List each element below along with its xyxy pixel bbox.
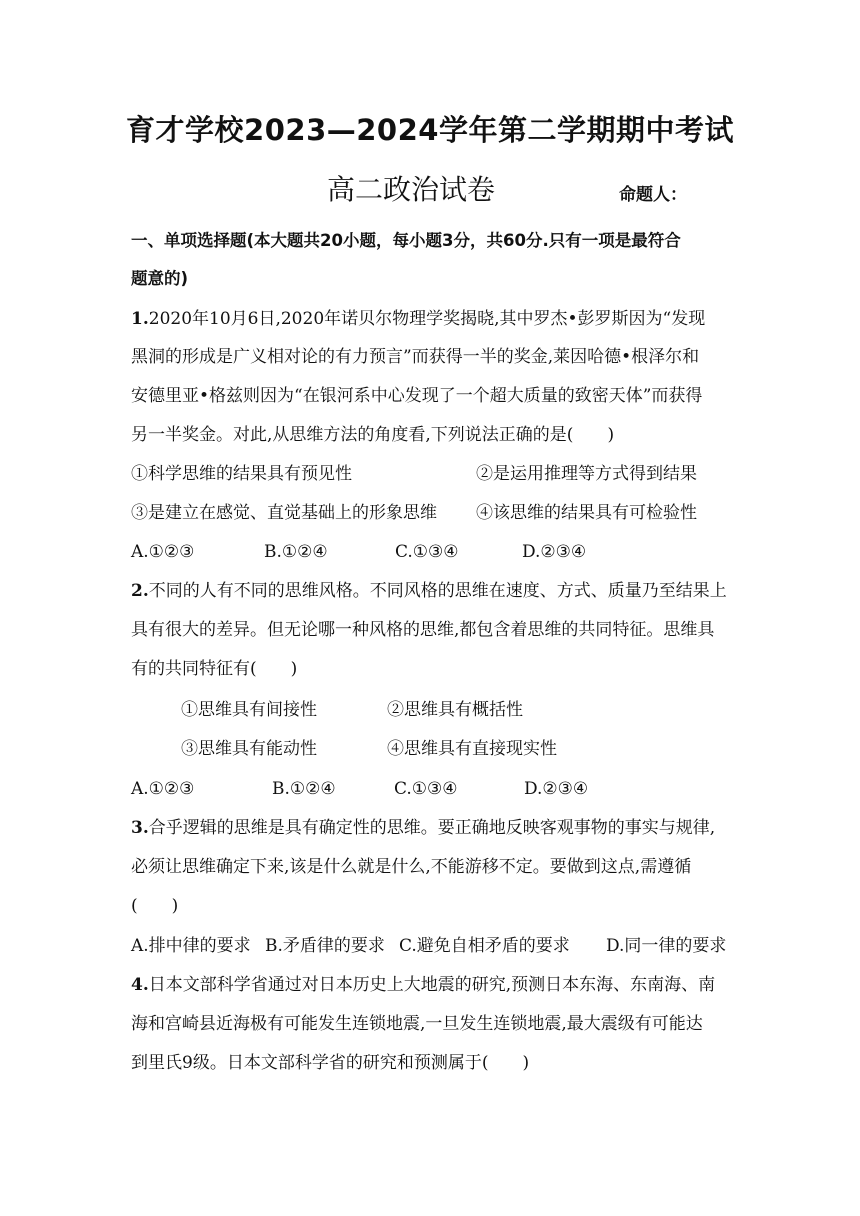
- question-1-option-b[interactable]: B.①②④: [264, 542, 328, 562]
- question-3-option-d[interactable]: D.同一律的要求: [606, 936, 727, 956]
- question-4-line-1: [131, 974, 731, 996]
- question-1-line-4: 另一半奖金。对此,从思维方法的角度看,下列说法正确的是( ): [131, 425, 615, 445]
- question-2-statement-2: ②思维具有概括性: [387, 700, 523, 720]
- question-4-text-1: 日本文部科学省通过对日本历史上大地震的研究,预测日本东海、东南海、南: [148, 975, 716, 995]
- question-1-option-d[interactable]: D.②③④: [522, 542, 587, 562]
- question-1-option-a[interactable]: A.①②③: [131, 542, 195, 562]
- question-2-number: 2.: [131, 581, 149, 601]
- question-1-line-3: 安德里亚•格兹则因为“在银河系中心发现了一个超大质量的致密天体”而获得: [131, 386, 703, 406]
- question-3-option-c[interactable]: C.避免自相矛盾的要求: [399, 936, 570, 956]
- question-1-option-c[interactable]: C.①③④: [395, 542, 459, 562]
- question-1-number: 1.: [131, 309, 149, 329]
- question-2-line-2: 具有很大的差异。但无论哪一种风格的思维,都包含着思维的共同特征。思维具: [131, 620, 715, 640]
- exam-subtitle: 高二政治试卷: [327, 173, 496, 206]
- question-4-number: 4.: [131, 975, 149, 995]
- question-1-line-2: 黑洞的形成是广义相对论的有力预言”而获得一半的奖金,莱因哈德•根泽尔和: [131, 347, 700, 367]
- question-4-line-2: 海和宫崎县近海极有可能发生连锁地震,一旦发生连锁地震,最大震级有可能达: [131, 1014, 703, 1034]
- question-4-line-3: 到里氏9级。日本文部科学省的研究和预测属于( ): [131, 1053, 530, 1073]
- question-3-option-b[interactable]: B.矛盾律的要求: [265, 936, 385, 956]
- section-heading-line-1: 一、单项选择题(本大题共20小题，每小题3分，共60分.只有一项是最符合: [131, 231, 681, 250]
- question-2-line-3: 有的共同特征有( ): [131, 659, 298, 679]
- section-heading-line-2: 题意的): [131, 269, 189, 288]
- question-2-option-a[interactable]: A.①②③: [131, 779, 195, 799]
- question-2-line-1: [131, 580, 731, 602]
- question-1-statement-1: ①科学思维的结果具有预见性: [131, 464, 352, 484]
- question-3-line-3: ( ): [131, 896, 179, 916]
- question-2-statement-4: ④思维具有直接现实性: [387, 739, 557, 759]
- question-3-text-1: 合乎逻辑的思维是具有确定性的思维。要正确地反映客观事物的事实与规律,: [148, 818, 716, 838]
- question-2-option-b[interactable]: B.①②④: [272, 779, 336, 799]
- question-3-line-1: [131, 817, 731, 839]
- question-1-statement-4: ④该思维的结果具有可检验性: [476, 503, 697, 523]
- question-1-statement-2: ②是运用推理等方式得到结果: [476, 464, 697, 484]
- question-3-line-2: 必须让思维确定下来,该是什么就是什么,不能游移不定。要做到这点,需遵循: [131, 857, 692, 877]
- question-2-text-1: 不同的人有不同的思维风格。不同风格的思维在速度、方式、质量乃至结果上: [148, 581, 727, 601]
- question-2-statement-1: ①思维具有间接性: [181, 700, 317, 720]
- question-1-line-1: [131, 308, 731, 330]
- question-2-option-d[interactable]: D.②③④: [524, 779, 589, 799]
- question-1-statement-3: ③是建立在感觉、直觉基础上的形象思维: [131, 503, 437, 523]
- author-label: 命题人：: [619, 185, 687, 205]
- question-2-option-c[interactable]: C.①③④: [394, 779, 458, 799]
- exam-title: 育才学校2023—2024学年第二学期期中考试: [126, 113, 734, 147]
- question-3-number: 3.: [131, 818, 149, 838]
- question-2-statement-3: ③思维具有能动性: [181, 739, 317, 759]
- question-1-text-1: 2020年10月6日,2020年诺贝尔物理学奖揭晓,其中罗杰•彭罗斯因为“发现: [148, 309, 706, 329]
- question-3-option-a[interactable]: A.排中律的要求: [131, 936, 251, 956]
